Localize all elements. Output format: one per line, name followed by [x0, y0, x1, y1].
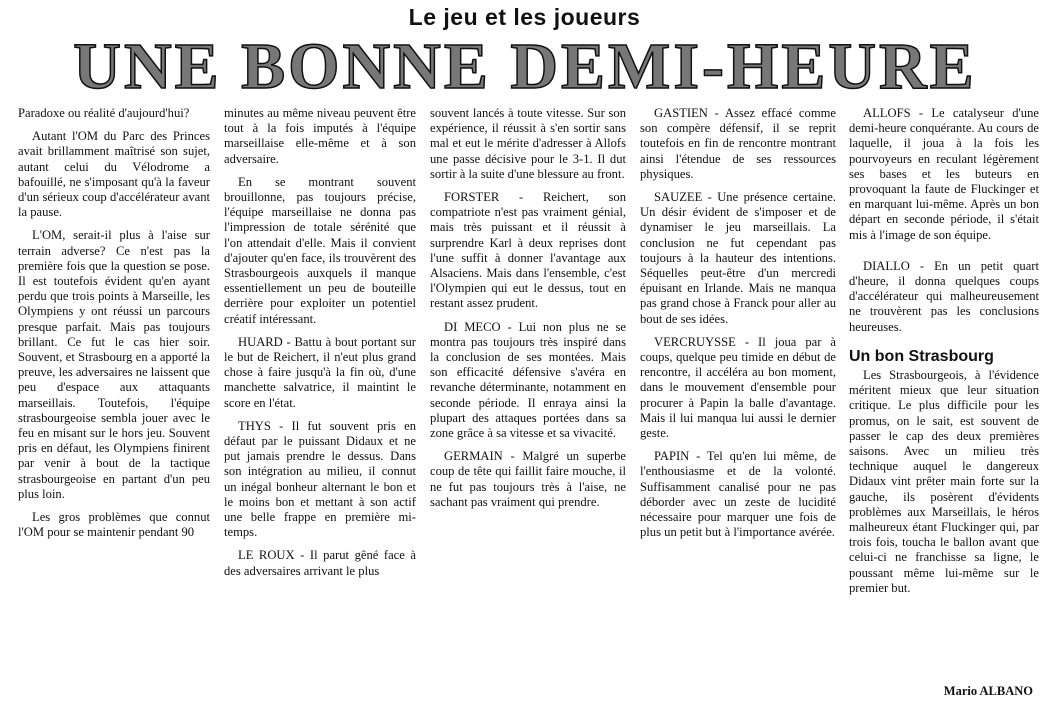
- section-subhead: Un bon Strasbourg: [849, 347, 994, 365]
- article-column-3: [430, 106, 626, 518]
- player-rating: LE ROUX - Il parut gêné face à des adversaires arrivant le plus: [224, 548, 416, 578]
- player-rating: DIALLO - En un petit quart d'heure, il donna quelques coups d'accélérateur qui malheureusement ne trouvèrent pas les conclusions heureuses.: [849, 258, 1039, 334]
- player-rating: GASTIEN - Assez effacé comme son compère défensif, il se reprit toutefois en fin de rencontre montrant ainsi l'étendue de ses ressources physiques.: [640, 106, 836, 181]
- player-rating: SAUZEE - Une présence certaine. Un désir évident de s'imposer et de dynamiser le jeu marseillais. La conclusion ne fut cependant pas toujours à la hauteur des intentions. Séquelles peut-être d'un mercredi épuisant en Irlande. Mais ne manqua pas grand chose à Franck pour aller au bout de ses idées.: [640, 190, 836, 326]
- paragraph: Les Strasbourgeois, à l'évidence méritent mieux que leur situation critique. Le plus difficile pour les promus, on le sait, est souvent de passer le cap des deux premières saisons. Avec un milieu très technique auquel le dangereux Didaux vint prêter main forte sur la gauche, ils posèrent d'évidents problèmes aux Marseillais, le héros malheureux étant Fluckinger qui, par trois fois, toucha le ballon avant que celui-ci ne franchisse sa ligne, le poussant même lui-même sur le premier but.: [849, 368, 1039, 595]
- player-rating: PAPIN - Tel qu'en lui même, de l'enthousiasme et de la volonté. Suffisamment canalisé pour ne pas déborder avec un zeste de lucidité nécessaire pour marquer une fois de plus un petit but à l'importance avérée.: [640, 449, 836, 540]
- article-column-2: [224, 106, 416, 587]
- article-column-1: [18, 106, 210, 548]
- player-rating: DI MECO - Lui non plus ne se montra pas toujours très inspiré dans la conclusion de ses montées. Mais son efficacité défensive s'avéra en revanche déterminante, notamment en seconde période. Il enraya ainsi la plupart des attaques portées dans sa zone grâce à sa vitesse et sa vivacité.: [430, 319, 626, 441]
- article-column-4: [640, 106, 836, 548]
- paragraph: Autant l'OM du Parc des Princes avait brillamment maîtrisé son sujet, autant celui du Vélodrome a bafouillé, ne s'imposant qu'à la faveur d'un sérieux coup d'accélérateur avant la pause.: [18, 129, 210, 220]
- article-column-5: [849, 106, 1039, 604]
- player-rating: VERCRUYSSE - Il joua par à coups, quelque peu timide en début de rencontre, il accéléra au bon moment, dans le mouvement d'ensemble pour procurer à Papin la balle d'avantage. Mais il lui manqua lui aussi le dernier geste.: [640, 334, 836, 441]
- author-byline: Mario ALBANO: [943, 684, 1033, 698]
- paragraph: Paradoxe ou réalité d'aujourd'hui?: [18, 106, 190, 120]
- paragraph: En se montrant souvent brouillonne, pas toujours précise, l'équipe marseillaise ne donna pas l'impression de totale sérénité que l'on attendait d'elle. Mais il convient d'ajouter qu'en face, ils trouvèrent des Strasbourgeois auxquels il manque essentiellement un peu de bouteille derrière pour exploiter un potentiel créatif intéressant.: [224, 174, 416, 326]
- player-rating: souvent lancés à toute vitesse. Sur son expérience, il réussit à s'en sortir sans mal et eut le mérite d'adresser à Allofs une passe décisive pour le 3-1. Il dut sortir à la suite d'une blessure au front.: [430, 106, 626, 181]
- player-rating: FORSTER - Reichert, son compatriote n'est pas vraiment génial, mais très puissant et il réussit à surprendre Karl à deux reprises dont l'une suffit à donner l'avantage aux Alsaciens. Mais dans l'ensemble, c'est l'Olympien qui eut le dessus, tout en restant assez prudent.: [430, 190, 626, 311]
- player-rating: ALLOFS - Le catalyseur d'une demi-heure conquérante. Au cours de laquelle, il joua à la fois les pourvoyeurs en reculant légèrement ses bases et les buteurs en provoquant la faute de Fluckinger et en marquant lui-même. Après un bon départ en seconde période, il s'était mis à l'image de son équipe.: [849, 106, 1039, 242]
- player-rating: GERMAIN - Malgré un superbe coup de tête qui faillit faire mouche, il ne fut pas toujours très à l'aise, ne sachant pas vraiment qui prendre.: [430, 449, 626, 509]
- player-rating: THYS - Il fut souvent pris en défaut par le puissant Didaux et ne put jamais prendre le dessus. Dans son intégration au milieu, il connut un inégal bonheur alternant le bon et le moins bon et mettant à son actif une belle frappe en première mi-temps.: [224, 418, 416, 540]
- article-headline: UNE BONNE DEMI-HEURE: [73, 30, 977, 103]
- paragraph: L'OM, serait-il plus à l'aise sur terrain adverse? Ce n'est pas la première fois que la question se pose. Il est toutefois évident qu'en ayant perdu que trois points à Marseille, les Olympiens y ont réussi un parcours presque parfait. Mais pas toujours brillant. Ce fut le cas hier soir. Souvent, et Strasbourg en a apporté la preuve, les adversaires ne laissent que peu d'espace aux attaquants marseillais. Toutefois, l'équipe strasbourgeoise sembla jouer avec le feu en misant sur le hors jeu. Souvent pris en défaut, les Olympiens finirent par venir à bout de la tactique strasbourgeoise en partant d'un peu plus loin.: [18, 228, 210, 501]
- article-kicker: Le jeu et les joueurs: [408, 4, 641, 30]
- paragraph: minutes au même niveau peuvent être tout à la fois imputés à l'équipe marseillaise elle-même et à son adversaire.: [224, 106, 416, 166]
- player-rating: HUARD - Battu à bout portant sur le but de Reichert, il n'eut plus grand chose à faire jusqu'à la fin où, d'une manchette salvatrice, il maintint le score en l'état.: [224, 334, 416, 410]
- paragraph: Les gros problèmes que connut l'OM pour se maintenir pendant 90: [18, 510, 210, 540]
